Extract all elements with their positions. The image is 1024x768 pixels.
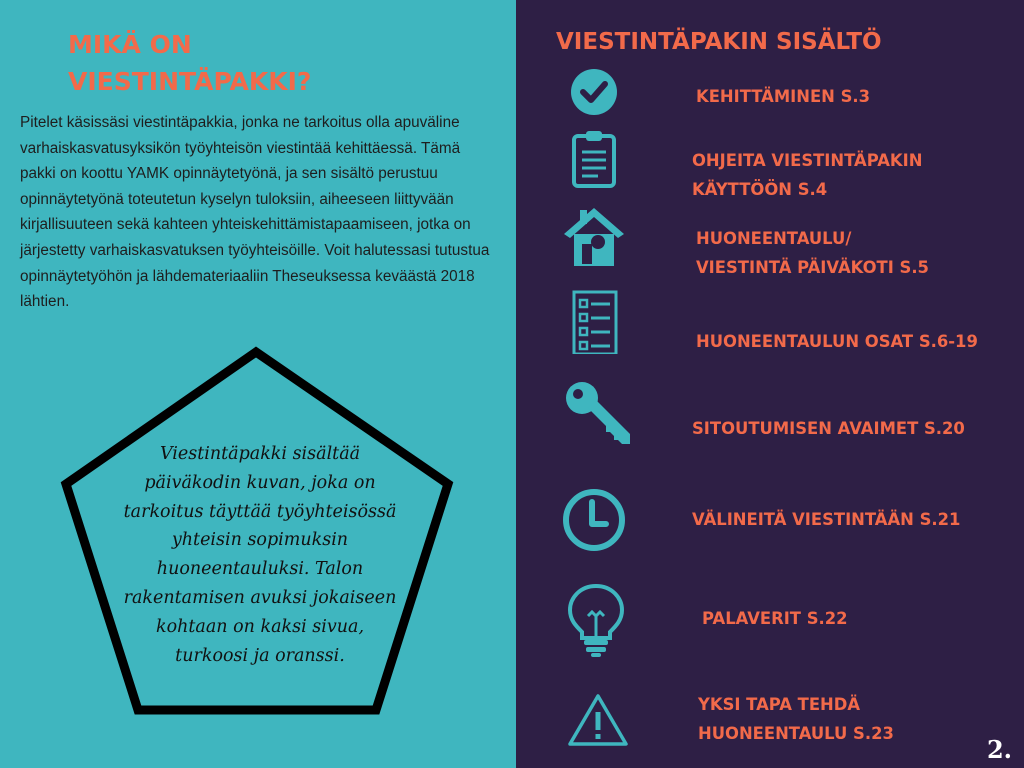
intro-paragraph: Pitelet käsissäsi viestintäpakkia, jonka ne tarkoitus olla apuväline varhaiskasvatusyksikön työyhteisön viestintää kehittäessä. Tämä pakki on koottu YAMK opinnäytetyönä, ja sen sisältö perustuu opinnäytetyönä toteutetun kyselyn tuloksiin, aiheeseen liittyvään kirjallisuuteen sekä kahteen yhteiskehittämistapaamiseen, jotka on järjestetty varhaiskasvatuksen työyhteisöille. Voit halutessasi tutustua opinnäytetyöhön ja lähdemateriaaliin Theseuksessa keväästä 2018 lähtien. <box>20 114 490 311</box>
clipboard-icon <box>562 128 626 192</box>
right-title: VIESTINTÄPAKIN SISÄLTÖ <box>556 29 882 55</box>
warning-icon <box>566 692 630 748</box>
pentagon-text: Viestintäpakki sisältää päiväkodin kuvan, joka on tarkoitus täyttää työyhteisössä yhteisin sopimuksin huoneentauluksi. Talon rakentamisen avuksi jokaiseen kohtaan on kaksi sivua, turkoosi ja oranssi. <box>123 444 397 666</box>
left-title: MIKÄ ON VIESTINTÄPAKKI? <box>68 30 312 96</box>
page-number: 2. <box>986 735 1012 764</box>
lightbulb-icon <box>564 582 628 658</box>
toc-item-yksi-tapa: YKSI TAPA TEHDÄ HUONEENTAULU S.23 <box>698 695 894 743</box>
key-icon <box>562 378 632 448</box>
toc-item-huoneentaulun-osat: HUONEENTAULUN OSAT S.6-19 <box>696 332 978 351</box>
toc-item-ohjeita: OHJEITA VIESTINTÄPAKIN KÄYTTÖÖN S.4 <box>692 151 923 199</box>
toc-item-sitoutumisen-avaimet: SITOUTUMISEN AVAIMET S.20 <box>692 419 965 438</box>
check-circle-icon <box>562 60 626 124</box>
house-icon <box>562 204 626 268</box>
toc-item-kehittaminen: KEHITTÄMINEN S.3 <box>696 87 871 106</box>
toc-item-palaverit: PALAVERIT S.22 <box>702 609 848 628</box>
checklist-icon <box>562 290 626 354</box>
toc-item-huoneentaulu: HUONEENTAULU/ VIESTINTÄ PÄIVÄKOTI S.5 <box>696 229 929 277</box>
toc-item-valineita: VÄLINEITÄ VIESTINTÄÄN S.21 <box>692 510 961 529</box>
clock-icon <box>560 486 628 554</box>
